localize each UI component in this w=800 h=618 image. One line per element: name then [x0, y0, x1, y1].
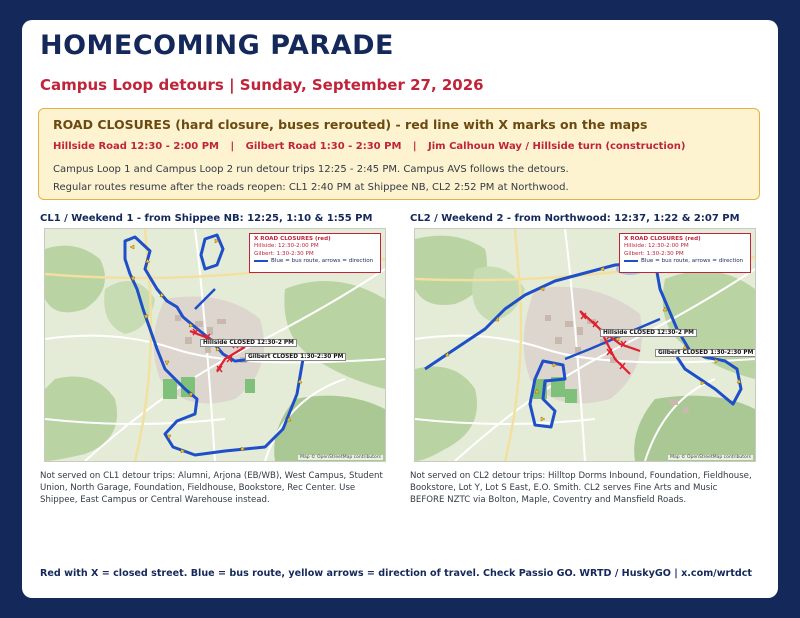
legend-title: X ROAD CLOSURES (red) [254, 236, 331, 242]
legend-route-note [254, 258, 376, 265]
poster-card [22, 20, 778, 598]
alert-note-resume: Regular routes resume after the roads reopen: CL1 2:40 PM at Shippee NB, CL2 2:52 PM at Northwood. [53, 182, 569, 193]
cl1-map-heading: CL1 / Weekend 1 - from Shippee NB: 12:25, 1:10 & 1:55 PM [40, 213, 373, 224]
legend-route-text: Blue = bus route, arrows = direction [641, 258, 744, 265]
gilbert-closure-label: Gilbert CLOSED 1:30-2:30 PM [655, 349, 756, 357]
route-swatch [254, 260, 268, 262]
gilbert-closure-label: Gilbert CLOSED 1:30-2:30 PM [245, 353, 346, 361]
road-closures-alert [38, 108, 760, 200]
map-legend [619, 233, 751, 273]
cl2-map[interactable] [414, 228, 756, 462]
page-title: HOMECOMING PARADE [40, 30, 394, 61]
legend-route-text: Blue = bus route, arrows = direction [271, 258, 374, 265]
legend-gilbert: Gilbert: 1:30-2:30 PM [624, 250, 684, 257]
legend-hillside: Hillside: 12:30-2:00 PM [254, 243, 319, 250]
map-attribution: Map © OpenStreetMap contributors [670, 455, 751, 460]
cl1-map[interactable] [44, 228, 386, 462]
cl2-map-heading: CL2 / Weekend 2 - from Northwood: 12:37, 1:22 & 2:07 PM [410, 213, 740, 224]
hillside-closure-label: Hillside CLOSED 12:30-2 PM [600, 329, 697, 337]
map-attribution: Map © OpenStreetMap contributors [300, 455, 381, 460]
cl1-not-served-note: Not served on CL1 detour trips: Alumni, Arjona (EB/WB), West Campus, Student Union, North Garage, Foundation, Fieldhouse, Bookstore, Rec Center. Use Shippee, East Campus or Central Warehouse instead. [40, 471, 383, 505]
alert-note-detours: Campus Loop 1 and Campus Loop 2 run detour trips 12:25 - 2:45 PM. Campus AVS follows the detours. [53, 164, 569, 175]
legend-route-note [624, 258, 746, 265]
footer-legend-note: Red with X = closed street. Blue = bus route, yellow arrows = direction of travel. Check Passio GO. WRTD / HuskyGO | x.com/wrtdct [40, 568, 753, 579]
hillside-closure-label: Hillside CLOSED 12:30-2 PM [200, 339, 297, 347]
legend-gilbert: Gilbert: 1:30-2:30 PM [254, 250, 314, 257]
legend-hillside: Hillside: 12:30-2:00 PM [624, 243, 689, 250]
page-subtitle: Campus Loop detours | Sunday, September 27, 2026 [40, 76, 484, 94]
closure-separator: | [230, 141, 235, 152]
closure-separator: | [412, 141, 417, 152]
closure-list [53, 141, 685, 152]
map-legend [249, 233, 381, 273]
route-swatch [624, 260, 638, 262]
cl2-not-served-note: Not served on CL2 detour trips: Hilltop Dorms Inbound, Foundation, Fieldhouse, Bookstore, Lot Y, Lot S East, E.O. Smith. CL2 serves Fine Arts and Music BEFORE NZTC via Bolton, Maple, Coventry and Mansfield Roads. [410, 471, 752, 505]
closure-item: Gilbert Road 1:30 - 2:30 PM [245, 141, 402, 152]
closure-item: Hillside Road 12:30 - 2:00 PM [53, 141, 219, 152]
legend-title: X ROAD CLOSURES (red) [624, 236, 701, 242]
alert-heading: ROAD CLOSURES (hard closure, buses rerouted) - red line with X marks on the maps [53, 117, 648, 132]
closure-item: Jim Calhoun Way / Hillside turn (construction) [428, 141, 686, 152]
